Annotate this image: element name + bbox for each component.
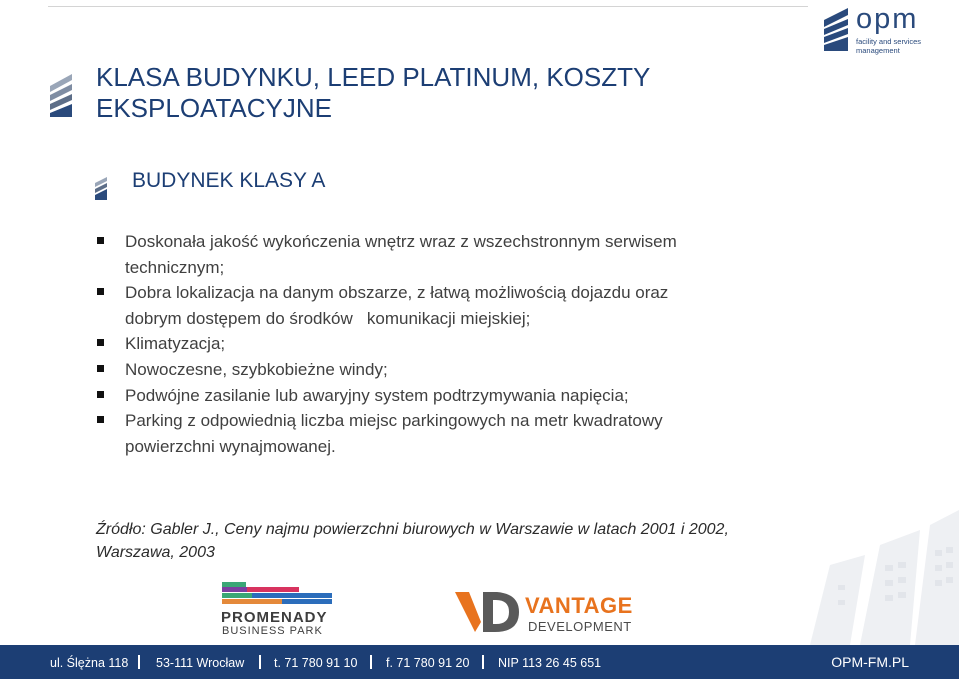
opm-wordmark: opm <box>856 3 919 35</box>
opm-logo-icon <box>822 6 850 52</box>
bullet-square-icon <box>97 416 104 423</box>
promenady-name: PROMENADY <box>221 609 328 626</box>
bullet-square-icon <box>97 237 104 244</box>
vantage-name: VANTAGE <box>525 593 633 618</box>
bullet-square-icon <box>97 339 104 346</box>
bullet-square-icon <box>97 365 104 372</box>
footer-separator <box>370 655 372 669</box>
list-item: Klimatyzacja; <box>96 331 796 357</box>
footer-city: 53-111 Wrocław <box>156 656 245 670</box>
vantage-v-logo-icon <box>453 588 523 636</box>
page-title-line1: KLASA BUDYNKU, LEED PLATINUM, KOSZTY <box>96 62 651 92</box>
top-divider <box>48 6 808 7</box>
opm-tagline-line1: facility and services <box>856 37 922 46</box>
footer-website-link[interactable]: OPM-FM.PL <box>831 654 909 670</box>
source-citation: Źródło: Gabler J., Ceny najmu powierzchni biurowych w Warszawie w latach 2001 i 2002, Warszawa, 2003 <box>96 521 729 561</box>
list-item: Parking z odpowiednią liczba miejsc parkingowych na metr kwadratowy powierzchni wynajmowanej. <box>96 408 796 459</box>
footer-street: ul. Ślężna 118 <box>50 656 129 670</box>
footer-bar <box>0 645 959 679</box>
vantage-logo <box>453 588 636 636</box>
promenady-stripes-icon <box>207 576 351 610</box>
footer-separator <box>138 655 140 669</box>
footer-fax: f. 71 780 91 20 <box>386 656 470 670</box>
bullet-list <box>96 229 796 459</box>
opm-logo <box>822 3 942 55</box>
footer-separator <box>482 655 484 669</box>
page-title <box>96 62 796 124</box>
building-stripes-icon <box>48 72 76 118</box>
section-title: BUDYNEK KLASY A <box>132 169 326 192</box>
list-item: Doskonała jakość wykończenia wnętrz wraz z wszechstronnym serwisem technicznym; <box>96 229 796 280</box>
building-background-graphic <box>790 505 959 645</box>
list-item: Dobra lokalizacja na danym obszarze, z łatwą możliwością dojazdu oraz dobrym dostępem do środków komunikacji miejskiej; <box>96 280 796 331</box>
list-item: Nowoczesne, szybkobieżne windy; <box>96 357 796 383</box>
footer-nip: NIP 113 26 45 651 <box>498 656 602 670</box>
footer-phone: t. 71 780 91 10 <box>274 656 358 670</box>
vantage-subtitle: DEVELOPMENT <box>528 619 632 634</box>
footer-separator <box>259 655 261 669</box>
opm-tagline-line2: management <box>856 46 900 55</box>
page-title-line2: EKSPLOATACYJNE <box>96 93 332 123</box>
building-stripes-icon <box>94 175 108 201</box>
list-item: Podwójne zasilanie lub awaryjny system podtrzymywania napięcia; <box>96 383 796 409</box>
bullet-square-icon <box>97 288 104 295</box>
promenady-logo <box>207 576 351 644</box>
promenady-subtitle: BUSINESS PARK <box>222 625 323 637</box>
bullet-square-icon <box>97 391 104 398</box>
